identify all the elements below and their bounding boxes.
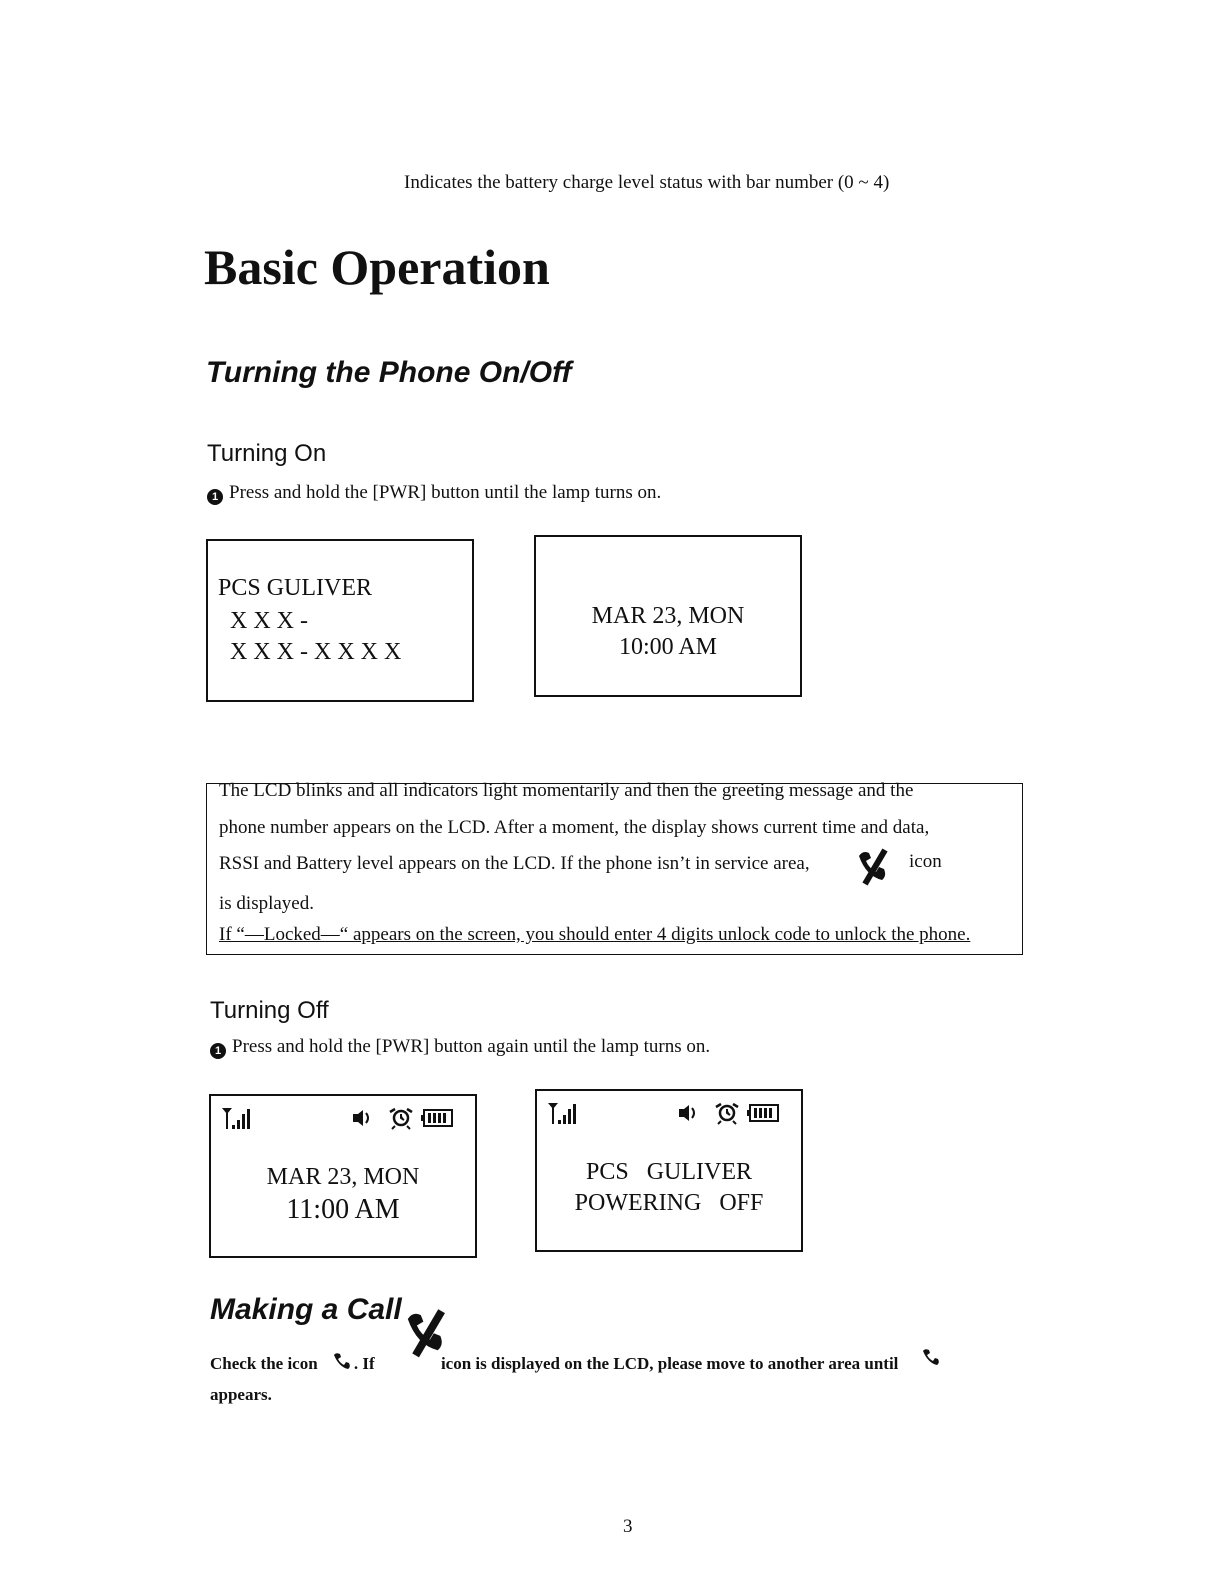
note-line-2: phone number appears on the LCD. After a moment, the display shows current time and data, [219, 817, 930, 838]
battery-icon [421, 1106, 455, 1130]
lcd-powering-line2: POWERING OFF [574, 1190, 764, 1216]
speaker-icon [349, 1106, 373, 1130]
battery-level-note: Indicates the battery charge level status with bar number (0 ~ 4) [404, 172, 890, 193]
turning-on-step-text: Press and hold the [PWR] button until the lamp turns on. [229, 482, 662, 503]
lcd-date-line: MAR 23, MON [591, 603, 745, 629]
lcd-time-line: 10:00 AM [618, 634, 717, 660]
making-call-instruction [210, 1347, 941, 1374]
turning-off-step-text: Press and hold the [PWR] button again until the lamp turns on. [232, 1036, 711, 1057]
note-line-3 [219, 853, 810, 875]
turning-off-step [210, 1036, 710, 1059]
lcd-status-bar [545, 1099, 791, 1127]
in-service-icon [332, 1351, 352, 1371]
speaker-icon [675, 1101, 699, 1125]
making-call-heading: Making a Call [210, 1293, 402, 1326]
lcd-powering-line1: PCS GULIVER [585, 1159, 753, 1185]
turning-on-heading: Turning On [207, 440, 327, 467]
lcd-greeting-line3: X X X - X X X X [230, 639, 402, 665]
lcd-status-bar [219, 1104, 465, 1132]
alarm-icon [713, 1101, 741, 1125]
lcd-date-screen [534, 535, 802, 697]
note-icon-label: icon [909, 851, 942, 872]
lcd-status-icons [675, 1101, 787, 1125]
making-call-appears: appears. [210, 1385, 272, 1404]
section-title: Turning the Phone On/Off [206, 356, 572, 389]
turning-off-heading: Turning Off [210, 997, 329, 1024]
no-service-icon [853, 846, 893, 886]
turning-on-step [207, 482, 661, 505]
check-text-1: Check the icon [210, 1354, 318, 1373]
page-title: Basic Operation [204, 239, 550, 295]
signal-strength-icon [221, 1106, 261, 1130]
lcd-time-line: 11:00 AM [286, 1194, 400, 1225]
lcd-idle-screen [209, 1094, 477, 1258]
note-line-5: If “—Locked—“ appears on the screen, you should enter 4 digits unlock code to unlock the phone. [219, 924, 971, 945]
signal-strength-icon [547, 1101, 587, 1125]
step-number-badge: 1 [210, 1043, 226, 1059]
lcd-date-line: MAR 23, MON [266, 1164, 420, 1190]
note-line-4: is displayed. [219, 893, 314, 914]
note-line-3-text: RSSI and Battery level appears on the LCD. If the phone isn’t in service area, [219, 853, 810, 874]
alarm-icon [387, 1106, 415, 1130]
step-number-badge: 1 [207, 489, 223, 505]
in-service-icon [921, 1347, 941, 1367]
battery-icon [747, 1101, 781, 1125]
note-line-1: The LCD blinks and all indicators light momentarily and then the greeting message and the [219, 780, 914, 801]
lcd-greeting-line2: X X X - [230, 608, 308, 634]
note-box [206, 780, 1023, 955]
lcd-greeting-screen [206, 539, 474, 702]
lcd-status-icons [349, 1106, 461, 1130]
lcd-greeting-line1: PCS GULIVER [218, 575, 373, 601]
lcd-powering-off-screen [535, 1089, 803, 1252]
page-number: 3 [623, 1516, 633, 1537]
check-text-3: icon is displayed on the LCD, please move to another area until [440, 1354, 899, 1373]
check-text-2: . If [353, 1354, 375, 1373]
